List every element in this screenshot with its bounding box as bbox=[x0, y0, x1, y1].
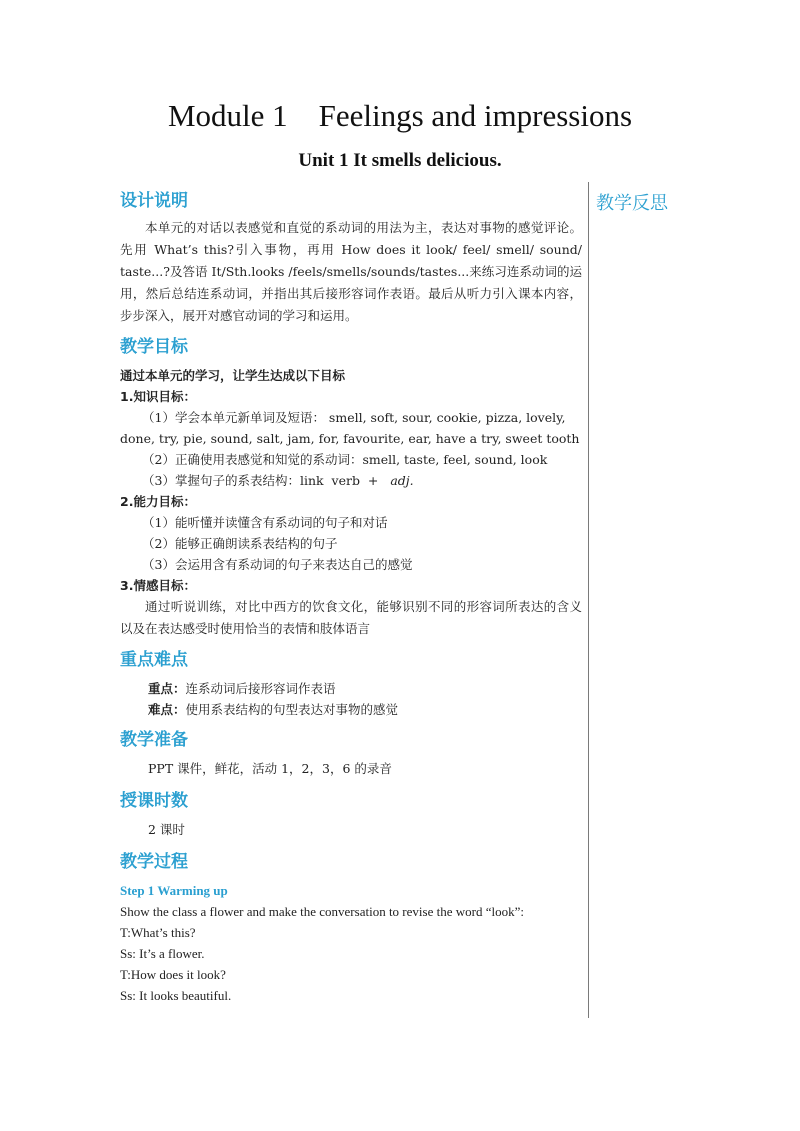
page-subtitle: Unit 1 It smells delicious. bbox=[298, 150, 502, 171]
knowledge-item-3-text: （3）掌握句子的系表结构：link verb + bbox=[142, 473, 391, 488]
focus-line bbox=[120, 678, 582, 699]
knowledge-item-1-cont: done, try, pie, sound, salt, jam, for, favourite, ear, have a try, sweet tooth bbox=[120, 431, 580, 446]
page-title: Module 1 Feelings and impressions bbox=[167, 98, 633, 133]
design-text: 本单元的对话以表感觉和直觉的系动词的用法为主，表达对事物的感觉评论。先用 What’s this?引入事物，再用 How does it look/ feel/ smell/ sound/ taste...?及答语 It/Sth.looks /feels/smells/sounds/tastes...来练习连系动词的运用，然后总结连系动词，并指出其后接形容词作表语。最后从听力引入课本内容，步步深入，展开对感官动词的学习和运用。 bbox=[120, 220, 582, 323]
dialogue-line: Ss: It looks beautiful. bbox=[120, 988, 232, 1003]
hours-text: 2 课时 bbox=[148, 822, 185, 837]
reflection-heading: 教学反思 bbox=[596, 193, 668, 214]
focus-label: 重点： bbox=[148, 681, 186, 696]
emotion-label: 3.情感目标： bbox=[120, 578, 196, 593]
knowledge-item-2: （2）正确使用表感觉和知觉的系动词：smell, taste, feel, sound, look bbox=[142, 452, 548, 467]
focus-text: 连系动词后接形容词作表语 bbox=[185, 681, 336, 696]
step-1-intro: Show the class a flower and make the conversation to revise the word “look”: bbox=[120, 904, 524, 919]
prep-heading: 教学准备 bbox=[120, 730, 188, 750]
prep-text: PPT 课件，鲜花，活动 1，2，3，6 的录音 bbox=[148, 761, 392, 776]
emotion-text: 通过听说训练，对比中西方的饮食文化，能够识别不同的形容词所表达的含义以及在表达感受时使用恰当的表情和肢体语言 bbox=[120, 599, 582, 636]
process-heading: 教学过程 bbox=[120, 852, 188, 872]
knowledge-label: 1.知识目标： bbox=[120, 389, 196, 404]
column-divider bbox=[588, 182, 589, 1018]
dialogue-line: T:How does it look? bbox=[120, 967, 226, 982]
ability-item-3: （3）会运用含有系动词的句子来表达自己的感觉 bbox=[142, 557, 413, 572]
knowledge-item-3-adj: adj. bbox=[390, 473, 414, 488]
difficulty-line bbox=[120, 699, 582, 720]
main-content bbox=[120, 187, 582, 1006]
key-heading: 重点难点 bbox=[120, 650, 188, 670]
difficulty-label: 难点： bbox=[148, 702, 186, 717]
step-1-heading: Step 1 Warming up bbox=[120, 883, 228, 898]
goals-intro: 通过本单元的学习，让学生达成以下目标 bbox=[120, 368, 346, 383]
dialogue-line: T:What’s this? bbox=[120, 925, 196, 940]
design-heading: 设计说明 bbox=[120, 191, 188, 211]
ability-item-1: （1）能听懂并读懂含有系动词的句子和对话 bbox=[142, 515, 388, 530]
knowledge-item-3 bbox=[120, 470, 582, 491]
difficulty-text: 使用系表结构的句型表达对事物的感觉 bbox=[185, 702, 399, 717]
knowledge-item-1: （1）学会本单元新单词及短语： smell, soft, sour, cookie, pizza, lovely, bbox=[142, 410, 566, 425]
hours-heading: 授课时数 bbox=[120, 791, 188, 811]
ability-label: 2.能力目标： bbox=[120, 494, 196, 509]
ability-item-2: （2）能够正确朗读系表结构的句子 bbox=[142, 536, 338, 551]
goals-heading: 教学目标 bbox=[120, 337, 188, 357]
dialogue-line: Ss: It’s a flower. bbox=[120, 946, 205, 961]
